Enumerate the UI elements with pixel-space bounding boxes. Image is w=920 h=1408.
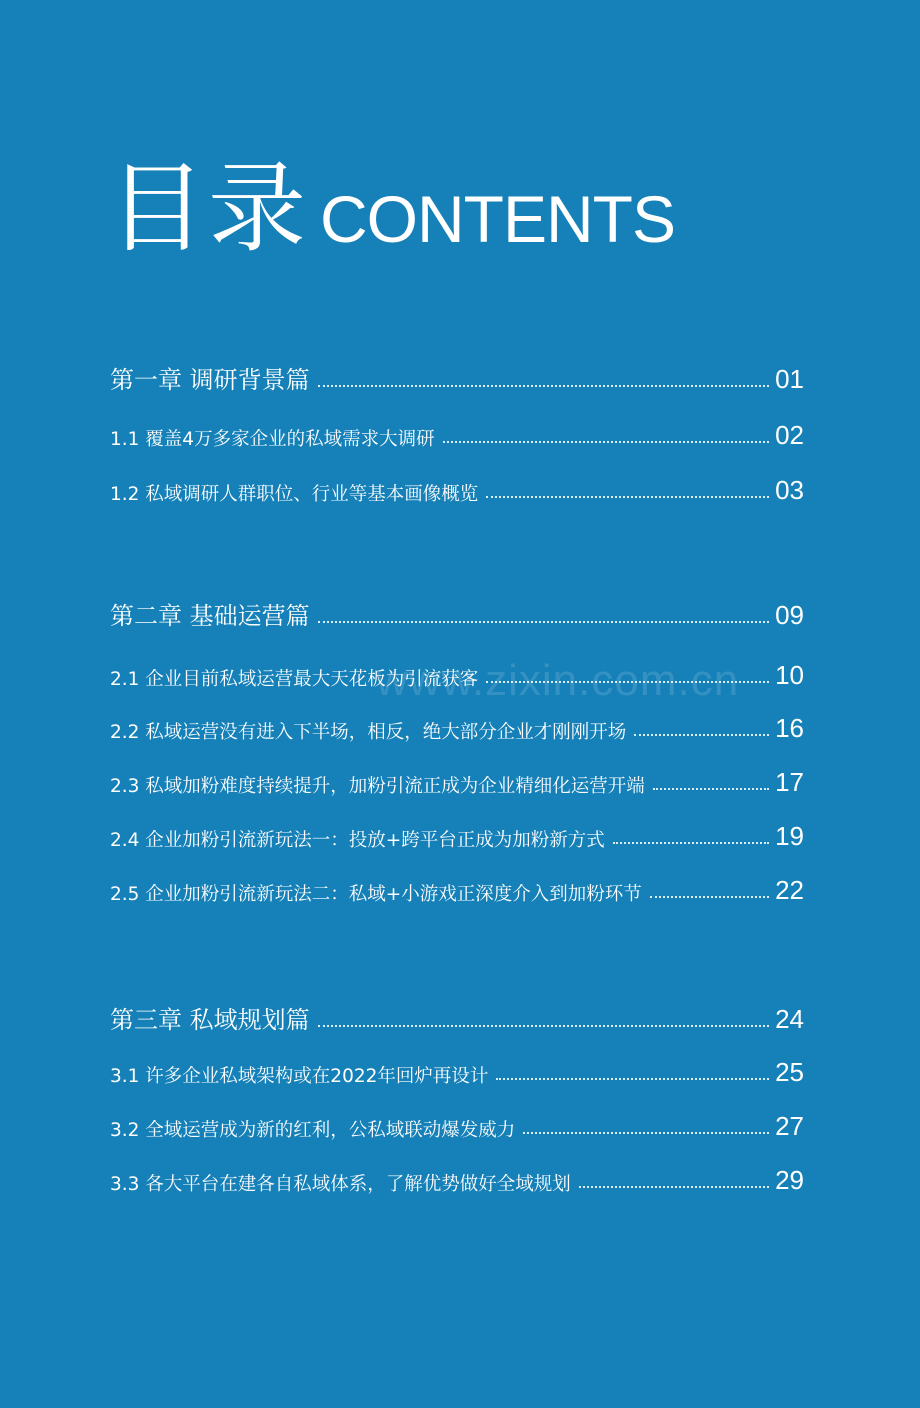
toc-leader-dots xyxy=(523,1132,769,1134)
toc-leader-dots xyxy=(318,1025,769,1027)
toc-leader-dots xyxy=(486,681,769,683)
toc-section-title: 2.4 企业加粉引流新玩法一：投放+跨平台正成为加粉新方式 xyxy=(110,830,605,851)
toc-section-1-2[interactable] xyxy=(110,475,804,506)
toc-page-number: 09 xyxy=(775,600,804,630)
toc-chapter-title: 第一章 调研背景篇 xyxy=(110,366,310,394)
toc-page-number: 10 xyxy=(775,660,804,690)
toc-page-number: 02 xyxy=(775,420,804,450)
toc-section-2-1[interactable] xyxy=(110,660,804,691)
toc-page-number: 01 xyxy=(775,364,804,394)
toc-leader-dots xyxy=(653,788,769,790)
toc-page-number: 25 xyxy=(775,1057,804,1087)
toc-section-title: 3.2 全域运营成为新的红利，公私域联动爆发威力 xyxy=(110,1120,516,1141)
toc-section-title: 2.5 企业加粉引流新玩法二：私域+小游戏正深度介入到加粉环节 xyxy=(110,884,642,905)
toc-page-number: 24 xyxy=(775,1004,804,1034)
toc-leader-dots xyxy=(650,896,769,898)
toc-chapter-3[interactable] xyxy=(110,1000,804,1035)
toc-page-number: 29 xyxy=(775,1165,804,1195)
toc-leader-dots xyxy=(634,734,769,736)
toc-leader-dots xyxy=(318,385,769,387)
toc-section-title: 2.2 私域运营没有进入下半场，相反，绝大部分企业才刚刚开场 xyxy=(110,722,627,743)
toc-page-number: 19 xyxy=(775,821,804,851)
toc-section-3-2[interactable] xyxy=(110,1111,804,1142)
toc-chapter-2[interactable] xyxy=(110,596,804,631)
toc-section-title: 3.1 许多企业私域架构或在2022年回炉再设计 xyxy=(110,1066,489,1087)
toc-leader-dots xyxy=(613,842,769,844)
toc-chapter-title: 第二章 基础运营篇 xyxy=(110,602,310,630)
toc-leader-dots xyxy=(318,621,769,623)
toc-page-number: 16 xyxy=(775,713,804,743)
watermark: www.zixin.com.cn xyxy=(376,656,740,705)
toc-chapter-title: 第三章 私域规划篇 xyxy=(110,1006,310,1034)
toc-page-number: 27 xyxy=(775,1111,804,1141)
toc-section-title: 3.3 各大平台在建各自私域体系，了解优势做好全域规划 xyxy=(110,1174,571,1195)
toc-section-title: 2.1 企业目前私域运营最大天花板为引流获客 xyxy=(110,669,479,690)
toc-section-3-1[interactable] xyxy=(110,1057,804,1088)
toc-leader-dots xyxy=(579,1186,769,1188)
toc-section-2-2[interactable] xyxy=(110,713,804,744)
toc-chapter-1[interactable] xyxy=(110,360,804,395)
toc-section-2-4[interactable] xyxy=(110,821,804,852)
toc-section-title: 1.1 覆盖4万多家企业的私域需求大调研 xyxy=(110,429,435,450)
title-english: CONTENTS xyxy=(320,182,676,256)
toc-section-3-3[interactable] xyxy=(110,1165,804,1196)
toc-section-1-1[interactable] xyxy=(110,420,804,451)
toc-leader-dots xyxy=(486,496,769,498)
toc-page-number: 03 xyxy=(775,475,804,505)
toc-section-2-5[interactable] xyxy=(110,875,804,906)
toc-section-title: 2.3 私域加粉难度持续提升，加粉引流正成为企业精细化运营开端 xyxy=(110,776,645,797)
toc-leader-dots xyxy=(496,1078,769,1080)
toc-page-number: 22 xyxy=(775,875,804,905)
toc-section-title: 1.2 私域调研人群职位、行业等基本画像概览 xyxy=(110,484,479,505)
toc-section-2-3[interactable] xyxy=(110,767,804,798)
title-chinese: 目录 xyxy=(108,152,309,266)
toc-page-number: 17 xyxy=(775,767,804,797)
page-title xyxy=(108,152,676,266)
toc-leader-dots xyxy=(443,441,770,443)
